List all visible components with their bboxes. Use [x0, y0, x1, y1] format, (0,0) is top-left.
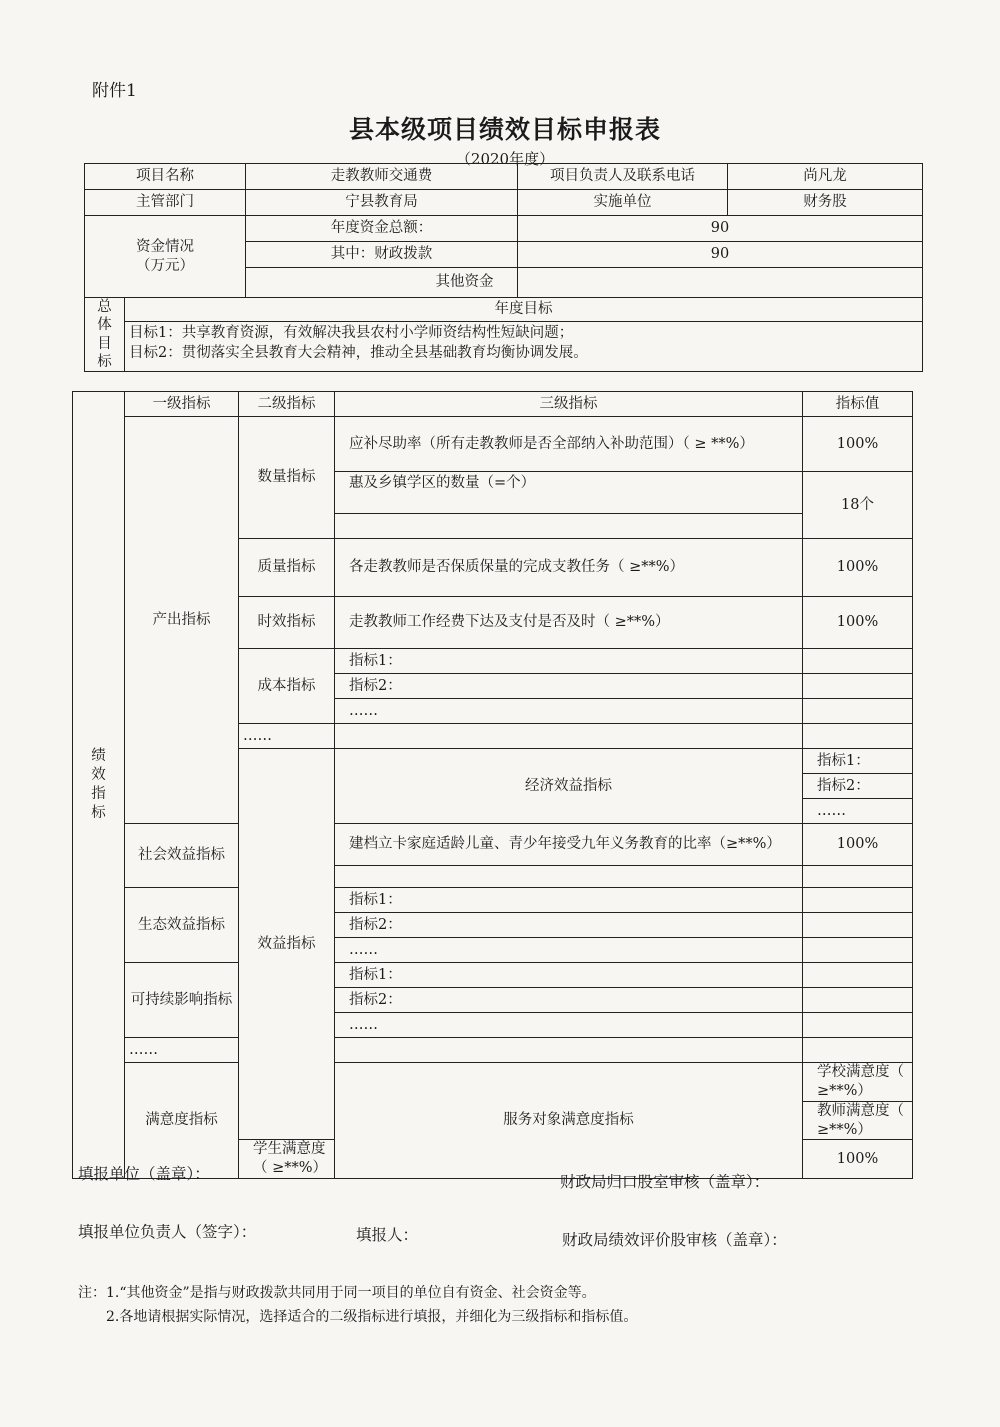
teacher-satisfaction: 教师满意度（ ≥**%） [803, 1101, 913, 1140]
funds-label-line1: 资金情况 [136, 239, 194, 256]
cost-item-2: 指标2： [335, 674, 803, 699]
filler-sign: 填报人： [356, 1226, 419, 1244]
performance-indicators-table [72, 391, 913, 1179]
quantity-indicator: 数量指标 [239, 417, 335, 539]
sustain-item-3-value [803, 1013, 913, 1038]
contact-label: 项目负责人及联系电话 [518, 164, 728, 190]
funds-label-line2: （万元） [136, 257, 194, 274]
funds-fiscal-label: 其中：财政拨款 [246, 242, 518, 268]
side-char: 绩 [91, 748, 106, 765]
finance-dept-review: 财政局归口股室审核（盖章）： [560, 1173, 770, 1191]
output-ellipsis: …… [239, 724, 335, 749]
sustain-indicator: 可持续影响指标 [125, 963, 239, 1038]
sustain-item-1: 指标1： [335, 963, 803, 988]
timeliness-item: 走教教师工作经费下达及支付是否及时（ ≥**%） [335, 597, 803, 649]
note-2: 2.各地请根据实际情况，选择适合的二级指标进行填报，并细化为三级指标和指标值。 [106, 1309, 638, 1325]
social-item-1-value: 100% [803, 824, 913, 866]
funds-fiscal-value: 90 [518, 242, 923, 268]
project-info-table [84, 163, 923, 372]
funds-total-label: 年度资金总额： [246, 216, 518, 242]
funds-other-value [518, 268, 923, 298]
funds-total-value: 90 [518, 216, 923, 242]
side-char: 目 [97, 335, 112, 352]
eco-item-ellipsis: …… [335, 938, 803, 963]
eco-item-3-value [803, 938, 913, 963]
quantity-item-2: 惠及乡镇学区的数量（=个） [335, 472, 803, 514]
satisfaction-indicator: 满意度指标 [125, 1063, 239, 1179]
overall-goals-side-label [85, 298, 125, 372]
social-item-1: 建档立卡家庭适龄儿童、青少年接受九年义务教育的比率（≥**%） [335, 824, 803, 866]
annual-goals-header: 年度目标 [125, 298, 923, 322]
goal-1: 目标1：共享教育资源，有效解决我县农村小学师资结构性短缺问题； [125, 322, 923, 344]
quantity-item-1: 应补尽助率（所有走教教师是否全部纳入补助范围）（ ≥ **%） [335, 417, 803, 472]
dept-value: 宁县教育局 [246, 190, 518, 216]
side-char: 指 [91, 786, 106, 803]
fill-unit-seal: 填报单位（盖章）： [78, 1165, 210, 1183]
quantity-item-1-value: 100% [803, 417, 913, 472]
eco-item-1: 指标1： [335, 888, 803, 913]
project-name-value: 走教教师交通费 [246, 164, 518, 190]
funds-other-label: 其他资金 [246, 268, 518, 298]
finance-perf-review: 财政局绩效评价股审核（盖章）： [562, 1231, 787, 1249]
col-value-header: 指标值 [803, 392, 913, 417]
benefit-ellipsis: …… [125, 1038, 239, 1063]
side-char: 体 [97, 317, 112, 334]
fiscal-year: （2020年度） [455, 150, 555, 168]
benefit-indicator: 效益指标 [239, 749, 335, 1140]
sustain-item-2: 指标2： [335, 988, 803, 1013]
timeliness-indicator: 时效指标 [239, 597, 335, 649]
col-level3-header: 三级指标 [335, 392, 803, 417]
cost-item-ellipsis: …… [335, 699, 803, 724]
benefit-ellipsis-value [803, 1038, 913, 1063]
quantity-empty-row [335, 514, 803, 539]
funds-label [85, 216, 246, 298]
economic-item-ellipsis: …… [803, 799, 913, 824]
quality-item: 各走教教师是否保质保量的完成支教任务（ ≥**%） [335, 539, 803, 597]
output-ellipsis-level3 [335, 724, 803, 749]
social-benefit-indicator: 社会效益指标 [125, 824, 239, 888]
economic-item-1: 指标1： [803, 749, 913, 774]
economic-item-2: 指标2： [803, 774, 913, 799]
social-empty-value [803, 866, 913, 888]
sustain-item-ellipsis: …… [335, 1013, 803, 1038]
output-ellipsis-value [803, 724, 913, 749]
dept-label: 主管部门 [85, 190, 246, 216]
economic-benefit-indicator: 经济效益指标 [335, 749, 803, 824]
cost-item-2-value [803, 674, 913, 699]
goal-2: 目标2：贯彻落实全县教育大会精神，推动全县基础教育均衡协调发展。 [125, 344, 923, 372]
quality-indicator: 质量指标 [239, 539, 335, 597]
side-char: 总 [97, 299, 112, 316]
page-title: 县本级项目绩效目标申报表 [348, 115, 661, 144]
eco-item-1-value [803, 888, 913, 913]
project-name-label: 项目名称 [85, 164, 246, 190]
perf-side-label [73, 392, 125, 1179]
side-char: 效 [91, 767, 106, 784]
contact-value: 尚凡龙 [728, 164, 923, 190]
output-indicator: 产出指标 [125, 417, 239, 824]
note-1: 注：1.“其他资金”是指与财政拨款共同用于同一项目的单位自有资金、社会资金等。 [78, 1285, 596, 1301]
eco-benefit-indicator: 生态效益指标 [125, 888, 239, 963]
attachment-label: 附件1 [92, 81, 137, 101]
cost-item-1-value [803, 649, 913, 674]
side-char: 标 [91, 804, 106, 821]
quality-item-value: 100% [803, 539, 913, 597]
cost-item-1: 指标1： [335, 649, 803, 674]
social-empty-row [335, 866, 803, 888]
student-satisfaction: 学生满意度（ ≥**%） [239, 1140, 335, 1179]
col-level1-header: 一级指标 [125, 392, 239, 417]
service-satisfaction-indicator: 服务对象满意度指标 [335, 1063, 803, 1179]
cost-item-3-value [803, 699, 913, 724]
eco-item-2-value [803, 913, 913, 938]
timeliness-item-value: 100% [803, 597, 913, 649]
eco-item-2: 指标2： [335, 913, 803, 938]
side-char: 标 [97, 353, 112, 370]
school-satisfaction: 学校满意度（ ≥**%） [803, 1063, 913, 1102]
sustain-item-1-value [803, 963, 913, 988]
student-satisfaction-value: 100% [803, 1140, 913, 1179]
cost-indicator: 成本指标 [239, 649, 335, 724]
impl-unit-value: 财务股 [728, 190, 923, 216]
quantity-item-2-value: 18个 [803, 472, 913, 539]
benefit-ellipsis-level3 [335, 1038, 803, 1063]
col-level2-header: 二级指标 [239, 392, 335, 417]
sustain-item-2-value [803, 988, 913, 1013]
fill-unit-head-sign: 填报单位负责人（签字）： [78, 1223, 257, 1241]
impl-unit-label: 实施单位 [518, 190, 728, 216]
